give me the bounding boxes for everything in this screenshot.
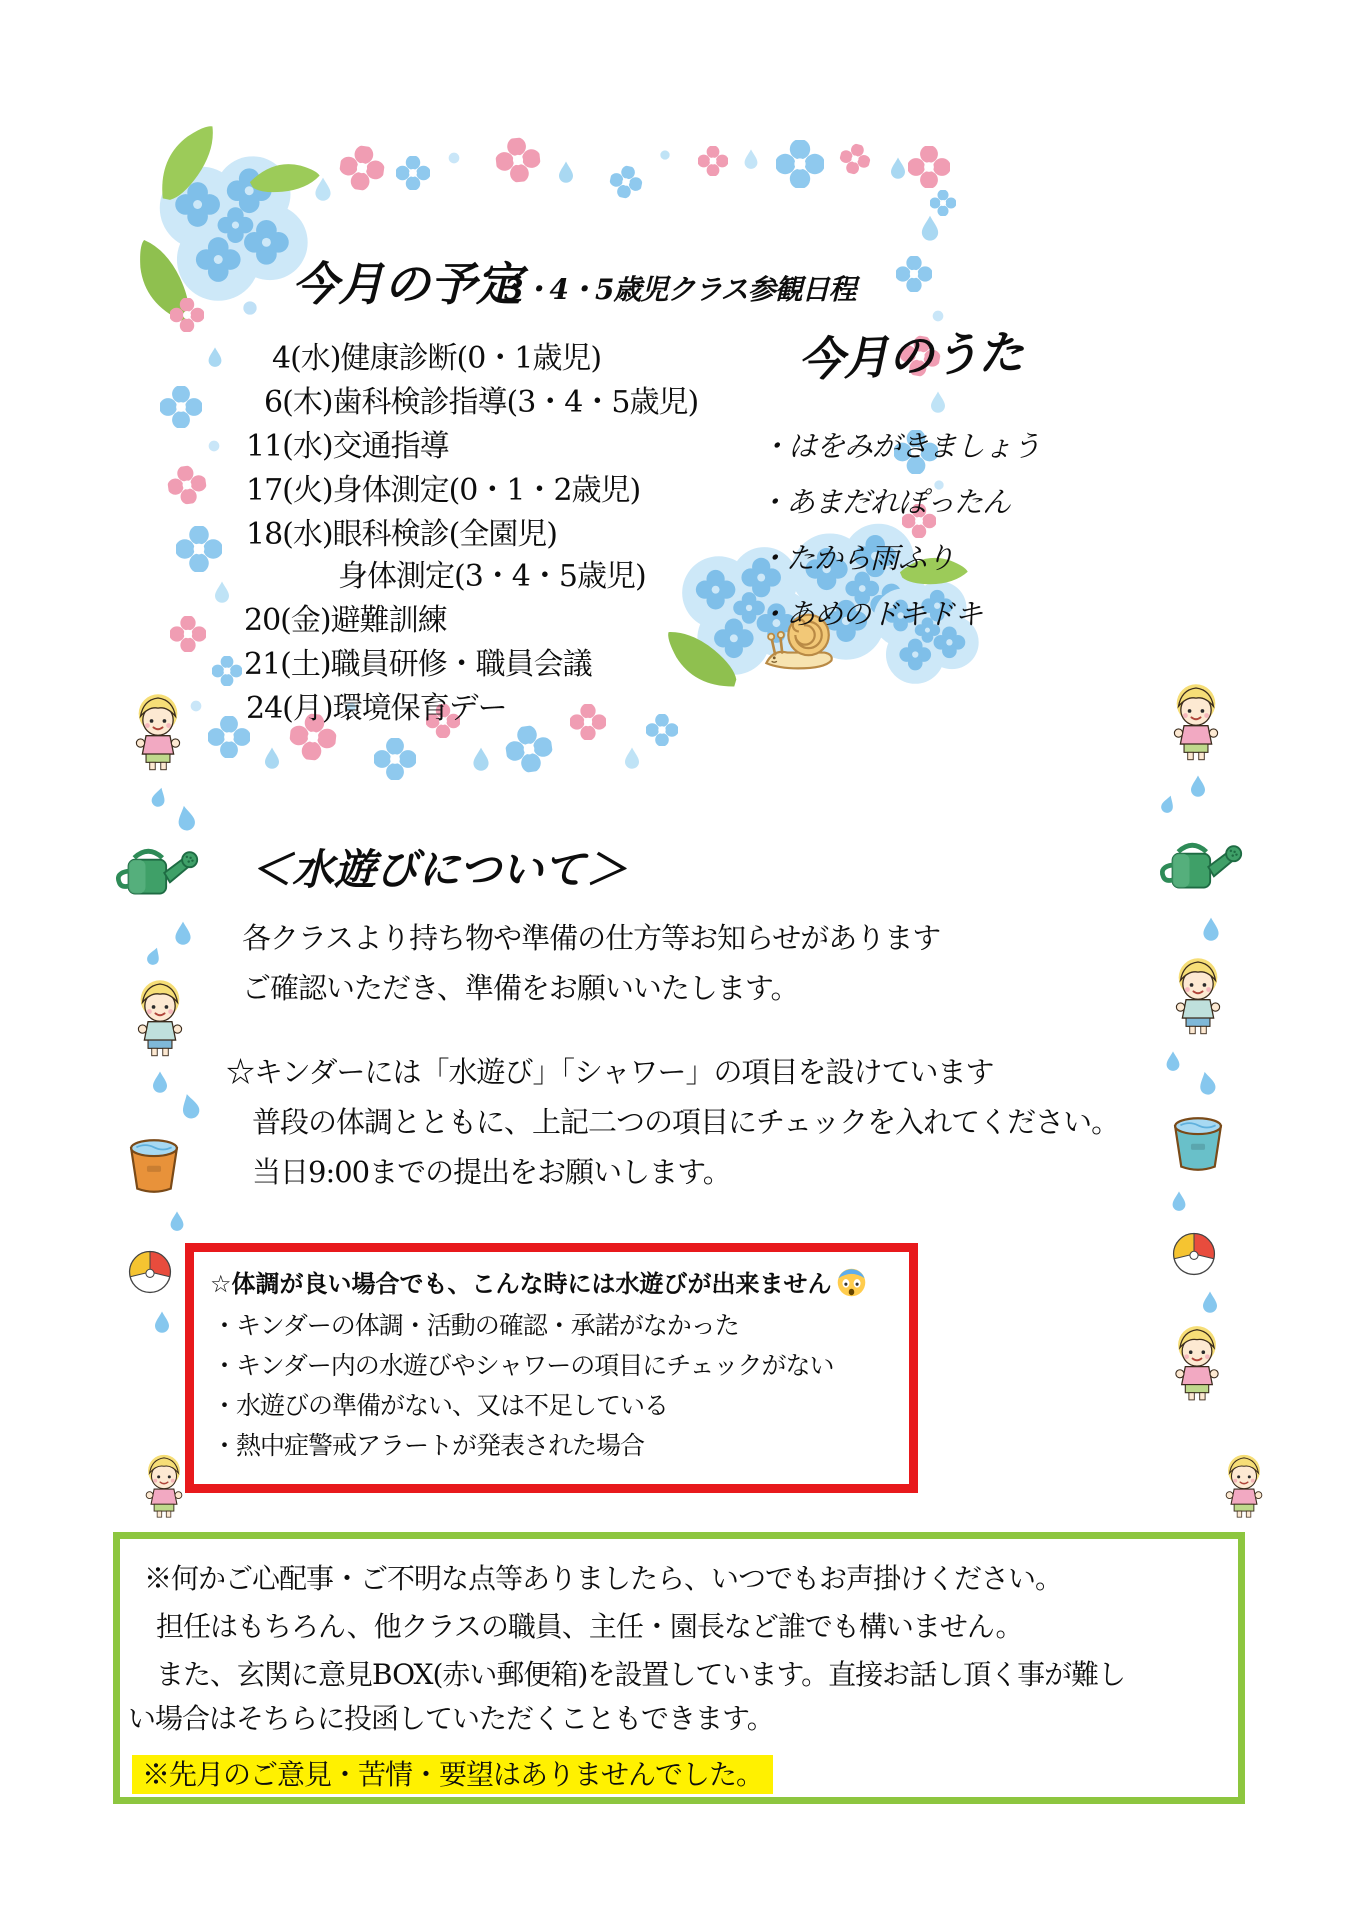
warning-item: ・水遊びの準備がない、又は不足している xyxy=(212,1391,669,1420)
schedule-item: 身体測定(3・4・5歳児) xyxy=(338,559,646,594)
feedback-line: ※何かご心配事・ご不明な点等ありましたら、いつでもお声掛けください。 xyxy=(144,1562,1063,1595)
song-item: ・あめのドキドキ xyxy=(758,597,983,631)
highlighted-note-row xyxy=(132,1753,773,1793)
schedule-item: 21(土)職員研修・職員会議 xyxy=(244,647,592,682)
warning-heading xyxy=(210,1264,867,1299)
water-play-heading: ＜水遊びについて＞ xyxy=(250,845,628,894)
warning-item: ・キンダーの体調・活動の確認・承諾がなかった xyxy=(212,1311,739,1340)
warning-item: ・熱中症警戒アラートが発表された場合 xyxy=(212,1431,645,1460)
water-play-text: ☆キンダーには「水遊び」「シャワー」の項目を設けています xyxy=(226,1055,994,1089)
song-item: ・はをみがきましょう xyxy=(760,429,1041,463)
feedback-box xyxy=(113,1532,1245,1804)
water-play-text: 各クラスより持ち物や準備の仕方等お知らせがあります xyxy=(242,921,941,955)
songs-title: 今月のうた xyxy=(797,325,1024,387)
warning-box xyxy=(185,1243,918,1493)
feedback-line: また、玄関に意見BOX(赤い郵便箱)を設置しています。直接お話し頂く事が難し xyxy=(156,1658,1126,1691)
water-play-text: 当日9:00までの提出をお願いします。 xyxy=(252,1155,731,1189)
feedback-line: い場合はそちらに投函していただくこともできます。 xyxy=(128,1702,774,1735)
song-item: ・たから雨ふり xyxy=(758,541,955,575)
feedback-line: 担任はもちろん、他クラスの職員、主任・園長など誰でも構いません。 xyxy=(156,1610,1023,1643)
schedule-item: 18(水)眼科検診(全園児) xyxy=(246,517,557,552)
water-play-text: ご確認いただき、準備をお願いいたします。 xyxy=(242,971,799,1005)
warning-heading-text: ☆体調が良い場合でも、こんな時には水遊びが出来ません xyxy=(210,1270,832,1298)
schedule-item: 20(金)避難訓練 xyxy=(244,603,447,638)
schedule-item: 4(水)健康診断(0・1歳児) xyxy=(272,341,602,376)
warning-item: ・キンダー内の水遊びやシャワーの項目にチェックがない xyxy=(212,1351,834,1380)
fearful-face-icon xyxy=(836,1267,867,1298)
schedule-item: 11(水)交通指導 xyxy=(246,429,449,464)
schedule-item: 24(月)環境保育デー xyxy=(246,691,507,726)
highlighted-note: ※先月のご意見・苦情・要望はありませんでした。 xyxy=(132,1755,773,1794)
schedule-item: 17(火)身体測定(0・1・2歳児) xyxy=(246,473,641,508)
schedule-item: 6(木)歯科検診指導(3・4・5歳児) xyxy=(264,385,699,420)
schedule-subtitle: 3・4・5歳児クラス参観日程 xyxy=(504,273,856,306)
water-play-text: 普段の体調とともに、上記二つの項目にチェックを入れてください。 xyxy=(252,1105,1120,1139)
schedule-title: 今月の予定 xyxy=(292,257,522,311)
song-item: ・あまだれぽったん xyxy=(758,485,1011,519)
